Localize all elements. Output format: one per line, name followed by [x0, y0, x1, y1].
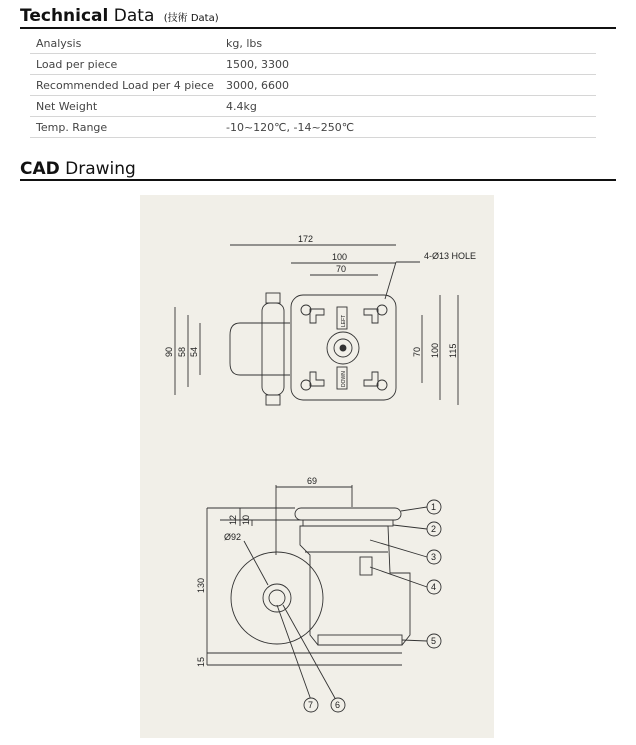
spec-key: Analysis: [30, 33, 220, 54]
dim-100-right: 100: [430, 342, 440, 358]
heading-bold: CAD: [20, 159, 60, 179]
cad-drawing-heading: [20, 159, 136, 179]
spec-value: 4.4kg: [220, 96, 596, 117]
top-plate: [295, 508, 401, 520]
dim-dia92: Ø92: [224, 532, 242, 542]
axle-nut: [266, 293, 280, 303]
table-row: [30, 33, 596, 54]
dim-130: 130: [196, 577, 206, 593]
heading-regular: Drawing: [65, 159, 136, 179]
callout-6: 6: [335, 700, 341, 710]
callout-4: 4: [431, 582, 437, 592]
dim-54: 54: [189, 346, 199, 357]
callout-3: 3: [431, 552, 437, 562]
bolt-hole: [301, 305, 311, 315]
center-pin: [340, 345, 346, 351]
caster-body: [300, 526, 410, 645]
plate-flange: [303, 520, 393, 526]
spec-value: -10~120℃, -14~250℃: [220, 117, 596, 138]
spec-key: Net Weight: [30, 96, 220, 117]
dim-172: 172: [298, 234, 314, 244]
spec-key: Recommended Load per 4 piece: [30, 75, 220, 96]
bolt-hole: [377, 380, 387, 390]
axle-nut: [266, 395, 280, 405]
base-pad: [318, 635, 402, 645]
cad-svg: [140, 195, 494, 738]
table-row: [30, 75, 596, 96]
spec-value: 3000, 6600: [220, 75, 596, 96]
bolt-hole: [301, 380, 311, 390]
callout-2: 2: [431, 524, 437, 534]
dim-10: 10: [241, 514, 251, 525]
dim-15: 15: [196, 656, 206, 667]
hole-label: 4-Ø13 HOLE: [424, 251, 477, 261]
adjust-nut: [360, 557, 372, 575]
wheel-axle: [269, 590, 285, 606]
heading-regular: Data: [113, 6, 155, 26]
dim-70-top: 70: [336, 264, 347, 274]
cad-drawing: [140, 195, 494, 738]
corner-slot: [310, 372, 324, 386]
dim-115: 115: [448, 343, 458, 358]
dim-70-right: 70: [412, 346, 422, 357]
dim-90: 90: [164, 346, 174, 357]
dim-69: 69: [307, 476, 318, 486]
callout-1: 1: [431, 502, 437, 512]
dim-12: 12: [228, 514, 238, 525]
wheel-body: [262, 303, 284, 395]
heading-rule: [20, 179, 616, 181]
plate-label-down: DOWN: [341, 371, 347, 387]
bolt-hole: [377, 305, 387, 315]
heading-bold: Technical: [20, 6, 109, 26]
table-row: [30, 117, 596, 138]
callout-7: 7: [308, 700, 314, 710]
corner-slot: [364, 372, 378, 386]
spec-key: Load per piece: [30, 54, 220, 75]
spec-key: Temp. Range: [30, 117, 220, 138]
wheel-hub: [263, 584, 291, 612]
heading-rule: [20, 27, 616, 29]
callout-5: 5: [431, 636, 437, 646]
plate-label-left: LEFT: [341, 314, 347, 327]
technical-data-heading: [20, 6, 219, 26]
dim-58: 58: [177, 346, 187, 357]
wheel: [231, 552, 323, 644]
spec-table: [30, 33, 596, 138]
dim-100-top: 100: [332, 252, 348, 262]
spec-value: kg, lbs: [220, 33, 596, 54]
heading-note: (技術 Data): [163, 13, 219, 24]
corner-slot: [310, 309, 324, 323]
spec-value: 1500, 3300: [220, 54, 596, 75]
table-row: [30, 54, 596, 75]
wheel-housing: [230, 323, 290, 375]
corner-slot: [364, 309, 378, 323]
table-row: [30, 96, 596, 117]
